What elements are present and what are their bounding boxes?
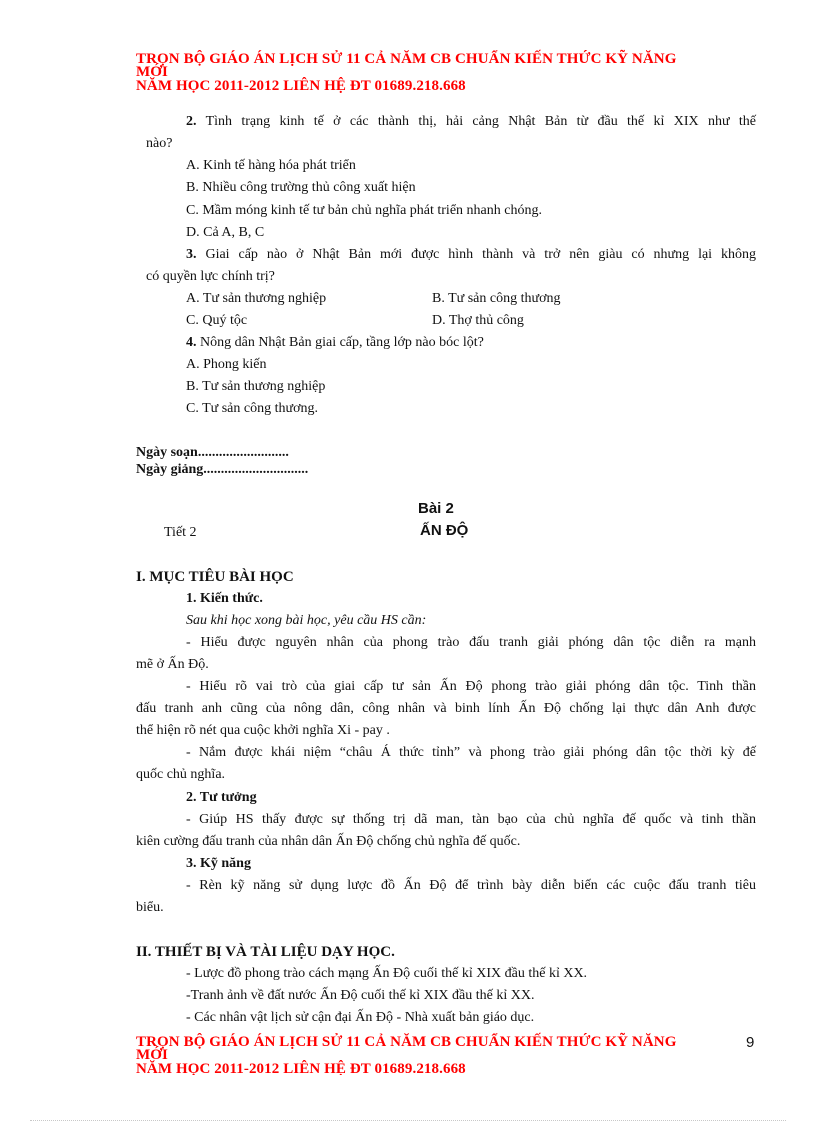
equipment-item-2: -Tranh ảnh về đất nước Ấn Độ cuối thế kỉ XIX đầu thế kỉ XX. — [186, 988, 535, 1003]
q3-option-a: A. Tư sản thương nghiệp — [186, 291, 327, 306]
equipment-item-3: - Các nhân vật lịch sử cận đại Ấn Độ - Nhà xuất bản giáo dục. — [186, 1010, 535, 1025]
q3-line-1 — [186, 247, 756, 263]
objective-1-line-1: - Hiểu được nguyên nhân của phong trào đấu tranh giải phóng dân tộc diễn ra mạnh — [186, 635, 756, 650]
objective-3-line-2: quốc chủ nghĩa. — [136, 767, 226, 782]
footer-line-2: MỚI — [136, 1047, 168, 1063]
objective-2-line-3: thể hiện rõ nét qua cuộc khởi nghĩa Xi - pay . — [136, 723, 390, 738]
q2-number: 2. — [186, 114, 197, 129]
q3-option-d: D. Thợ thủ công — [432, 313, 524, 328]
q3-text: Giai cấp nào ở Nhật Bản mới được hình thành và trở nên giàu có nhưng lại không — [205, 247, 757, 262]
subheading-tu-tuong: 2. Tư tưởng — [186, 790, 257, 805]
header-banner — [136, 53, 736, 93]
q2-option-d: D. Cả A, B, C — [186, 225, 265, 240]
q2-option-a: A. Kinh tế hàng hóa phát triển — [186, 158, 356, 173]
lesson-period: Tiết 2 — [164, 525, 197, 540]
section-2-heading: II. THIẾT BỊ VÀ TÀI LIỆU DẠY HỌC. — [136, 944, 395, 960]
objective-1-line-2: mẽ ở Ấn Độ. — [136, 657, 209, 672]
subheading-kien-thuc: 1. Kiến thức. — [186, 591, 263, 606]
q3-number: 3. — [186, 247, 197, 262]
equipment-item-1: - Lược đồ phong trào cách mạng Ấn Độ cuối thế kỉ XIX đầu thế kỉ XX. — [186, 966, 588, 981]
q2-text: Tình trạng kinh tế ở các thành thị, hải cảng Nhật Bản từ đầu thế kỉ XIX như thế — [205, 114, 756, 129]
q4-line — [186, 335, 484, 351]
header-line-1: TRỌN BỘ GIÁO ÁN LỊCH SỬ 11 CẢ NĂM CB CHUẨN KIẾN THỨC KỸ NĂNG — [136, 51, 677, 67]
lesson-number: Bài 2 — [418, 500, 454, 517]
q3-option-c: C. Quý tộc — [186, 313, 248, 328]
footer-banner — [136, 1036, 736, 1075]
section-1-heading: I. MỤC TIÊU BÀI HỌC — [136, 569, 294, 585]
header-line-3: NĂM HỌC 2011-2012 LIÊN HỆ ĐT 01689.218.668 — [136, 78, 466, 94]
objective-3-line-1: - Nắm được khái niệm “châu Á thức tỉnh” và phong trào giải phóng dân tộc thời kỳ đế — [186, 745, 756, 760]
subheading-ky-nang: 3. Kỹ năng — [186, 856, 251, 871]
q4-option-a: A. Phong kiến — [186, 357, 267, 372]
objectives-intro: Sau khi học xong bài học, yêu cầu HS cần: — [186, 613, 427, 628]
footer-line-1: TRỌN BỘ GIÁO ÁN LỊCH SỬ 11 CẢ NĂM CB CHUẨN KIẾN THỨC KỸ NĂNG — [136, 1034, 677, 1050]
footer-line-3: NĂM HỌC 2011-2012 LIÊN HỆ ĐT 01689.218.668 — [136, 1061, 466, 1075]
q4-number: 4. — [186, 335, 197, 350]
date-giang: Ngày giảng.............................. — [136, 462, 309, 477]
q4-text: Nông dân Nhật Bản giai cấp, tầng lớp nào bóc lột? — [200, 335, 484, 350]
objective-4-line-2: kiên cường đấu tranh của nhân dân Ấn Độ chống chủ nghĩa đế quốc. — [136, 834, 521, 849]
lesson-title: ẤN ĐỘ — [420, 522, 469, 539]
q3-line-2: có quyền lực chính trị? — [146, 269, 275, 284]
q2-option-b: B. Nhiều công trường thủ công xuất hiện — [186, 180, 416, 195]
objective-2-line-1: - Hiểu rõ vai trò của giai cấp tư sản Ấn Độ phong trào giải phóng dân tộc. Tinh thần — [186, 679, 756, 694]
q4-option-b: B. Tư sản thương nghiệp — [186, 379, 326, 394]
q3-option-b: B. Tư sản công thương — [432, 291, 561, 306]
objective-5-line-2: biểu. — [136, 900, 164, 915]
objective-4-line-1: - Giúp HS thấy được sự thống trị dã man, tàn bạo của chủ nghĩa đế quốc và tinh thần — [186, 812, 756, 827]
date-soan: Ngày soạn.......................... — [136, 445, 289, 460]
q2-line-1 — [186, 114, 756, 130]
page-bottom-divider — [30, 1120, 786, 1121]
objective-2-line-2: đấu tranh anh cũng của nông dân, công nhân và binh lính Ấn Độ chống lại thực dân Anh được — [136, 701, 756, 716]
page-number: 9 — [746, 1034, 755, 1051]
footer-banner-clip — [130, 1030, 750, 1075]
objective-5-line-1: - Rèn kỹ năng sử dụng lược đồ Ấn Độ để trình bày diễn biến các cuộc đấu tranh tiêu — [186, 878, 756, 893]
header-line-2: MỚI — [136, 64, 168, 80]
q4-option-c: C. Tư sản công thương. — [186, 401, 318, 416]
q2-option-c: C. Mầm móng kinh tế tư bản chủ nghĩa phát triển nhanh chóng. — [186, 203, 542, 218]
q2-line-2: nào? — [146, 136, 173, 151]
